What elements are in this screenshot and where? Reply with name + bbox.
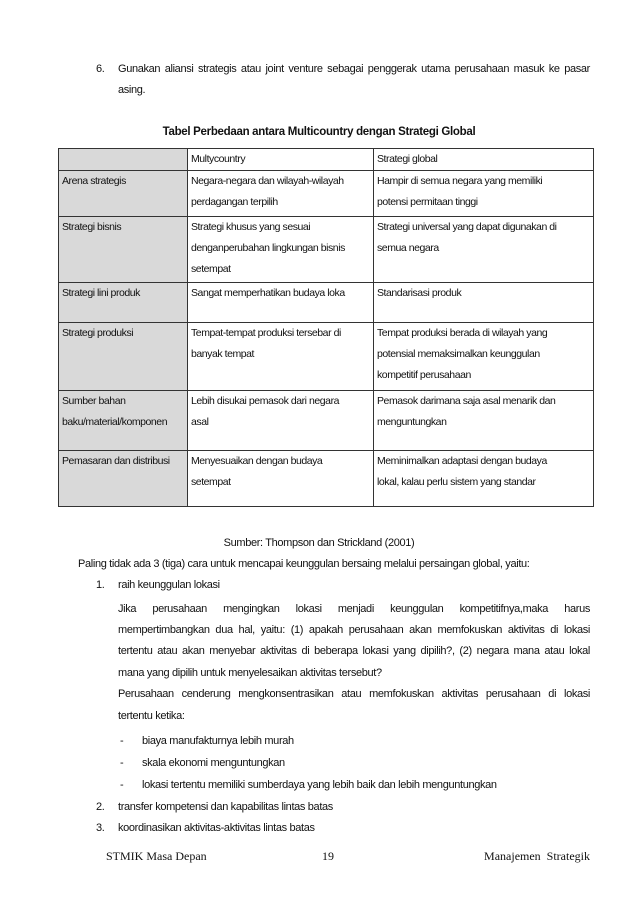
header-cell-global: Strategi global bbox=[374, 149, 594, 171]
global-cell: Pemasok darimana saja asal menarik dan menguntungkan bbox=[374, 391, 594, 451]
row-label: Strategi lini produk bbox=[59, 283, 188, 323]
table-title: Tabel Perbedaan antara Multicountry dengan Strategi Global bbox=[162, 126, 476, 138]
para-1-line-4: mana yang dipilih untuk menyelesaikan aktivitas tersebut? bbox=[118, 667, 382, 679]
global-cell: Tempat produksi berada di wilayah yang potensial memaksimalkan keunggulan kompetitif perusahaan bbox=[374, 323, 594, 391]
table-source: Sumber: Thompson dan Strickland (2001) bbox=[223, 537, 415, 549]
table-row bbox=[59, 391, 594, 451]
global-cell: Hampir di semua negara yang memiliki potensi permitaan tinggi bbox=[374, 171, 594, 217]
item-6-line-2: asing. bbox=[118, 84, 146, 96]
bullet-item: biaya manufakturnya lebih murah bbox=[142, 735, 294, 747]
bullet-dash: - bbox=[120, 779, 124, 791]
footer-left: STMIK Masa Depan bbox=[106, 849, 207, 863]
item-6-line-1: Gunakan aliansi strategis atau joint venture sebagai penggerak utama perusahaan masuk ke pasar bbox=[118, 63, 590, 75]
global-cell: Standarisasi produk bbox=[374, 283, 594, 323]
header-cell-empty bbox=[59, 149, 188, 171]
row-label: Strategi bisnis bbox=[59, 217, 188, 283]
row-label: Arena strategis bbox=[59, 171, 188, 217]
table-row bbox=[59, 451, 594, 507]
table-header-row bbox=[59, 149, 594, 171]
global-cell: Strategi universal yang dapat digunakan di semua negara bbox=[374, 217, 594, 283]
list-number-3: 3. bbox=[96, 822, 105, 834]
row-label: Pemasaran dan distribusi bbox=[59, 451, 188, 507]
footer-page-number: 19 bbox=[322, 849, 334, 863]
table-row bbox=[59, 171, 594, 217]
item-1-title: raih keunggulan lokasi bbox=[118, 579, 220, 591]
list-number-2: 2. bbox=[96, 801, 105, 813]
para-1-line-1: Jika perusahaan mengingkan lokasi menjadi keunggulan kompetitifnya,maka harus bbox=[118, 603, 590, 615]
table-row bbox=[59, 283, 594, 323]
list-number-6: 6. bbox=[96, 63, 105, 75]
para-2-line-1: Perusahaan cenderung mengkonsentrasikan atau memfokuskan aktivitas perusahaan di lokasi bbox=[118, 688, 590, 700]
body-intro: Paling tidak ada 3 (tiga) cara untuk mencapai keunggulan bersaing melalui persaingan global, yaitu: bbox=[78, 558, 530, 570]
row-label: Strategi produksi bbox=[59, 323, 188, 391]
list-number-1: 1. bbox=[96, 579, 105, 591]
item-2-title: transfer kompetensi dan kapabilitas lintas batas bbox=[118, 801, 333, 813]
item-3-title: koordinasikan aktivitas-aktivitas lintas batas bbox=[118, 822, 315, 834]
footer-right: Manajemen Strategik bbox=[484, 849, 590, 863]
bullet-dash: - bbox=[120, 757, 124, 769]
row-label: Sumber bahan baku/material/komponen bbox=[59, 391, 188, 451]
table-row bbox=[59, 323, 594, 391]
comparison-table bbox=[58, 148, 594, 507]
header-cell-multicountry: Multycountry bbox=[188, 149, 374, 171]
para-1-line-3: tertentu atau akan menyebar aktivitas di beberapa lokasi yang dipilih?, (2) negara mana atau lokal bbox=[118, 645, 590, 657]
multicountry-cell: Tempat-tempat produksi tersebar di banyak tempat bbox=[188, 323, 374, 391]
para-2-line-2: tertentu ketika: bbox=[118, 710, 185, 722]
para-1-line-2: mempertimbangkan dua hal, yaitu: (1) apakah perusahaan akan memfokuskan aktivitas di lokasi bbox=[118, 624, 590, 636]
multicountry-cell: Negara-negara dan wilayah-wilayah perdagangan terpilih bbox=[188, 171, 374, 217]
global-cell: Meminimalkan adaptasi dengan budaya lokal, kalau perlu sistem yang standar bbox=[374, 451, 594, 507]
multicountry-cell: Menyesuaikan dengan budaya setempat bbox=[188, 451, 374, 507]
bullet-item: skala ekonomi menguntungkan bbox=[142, 757, 285, 769]
bullet-item: lokasi tertentu memiliki sumberdaya yang lebih baik dan lebih menguntungkan bbox=[142, 779, 497, 791]
multicountry-cell: Sangat memperhatikan budaya loka bbox=[188, 283, 374, 323]
bullet-dash: - bbox=[120, 735, 124, 747]
multicountry-cell: Strategi khusus yang sesuai denganperubahan lingkungan bisnis setempat bbox=[188, 217, 374, 283]
multicountry-cell: Lebih disukai pemasok dari negara asal bbox=[188, 391, 374, 451]
table-row bbox=[59, 217, 594, 283]
